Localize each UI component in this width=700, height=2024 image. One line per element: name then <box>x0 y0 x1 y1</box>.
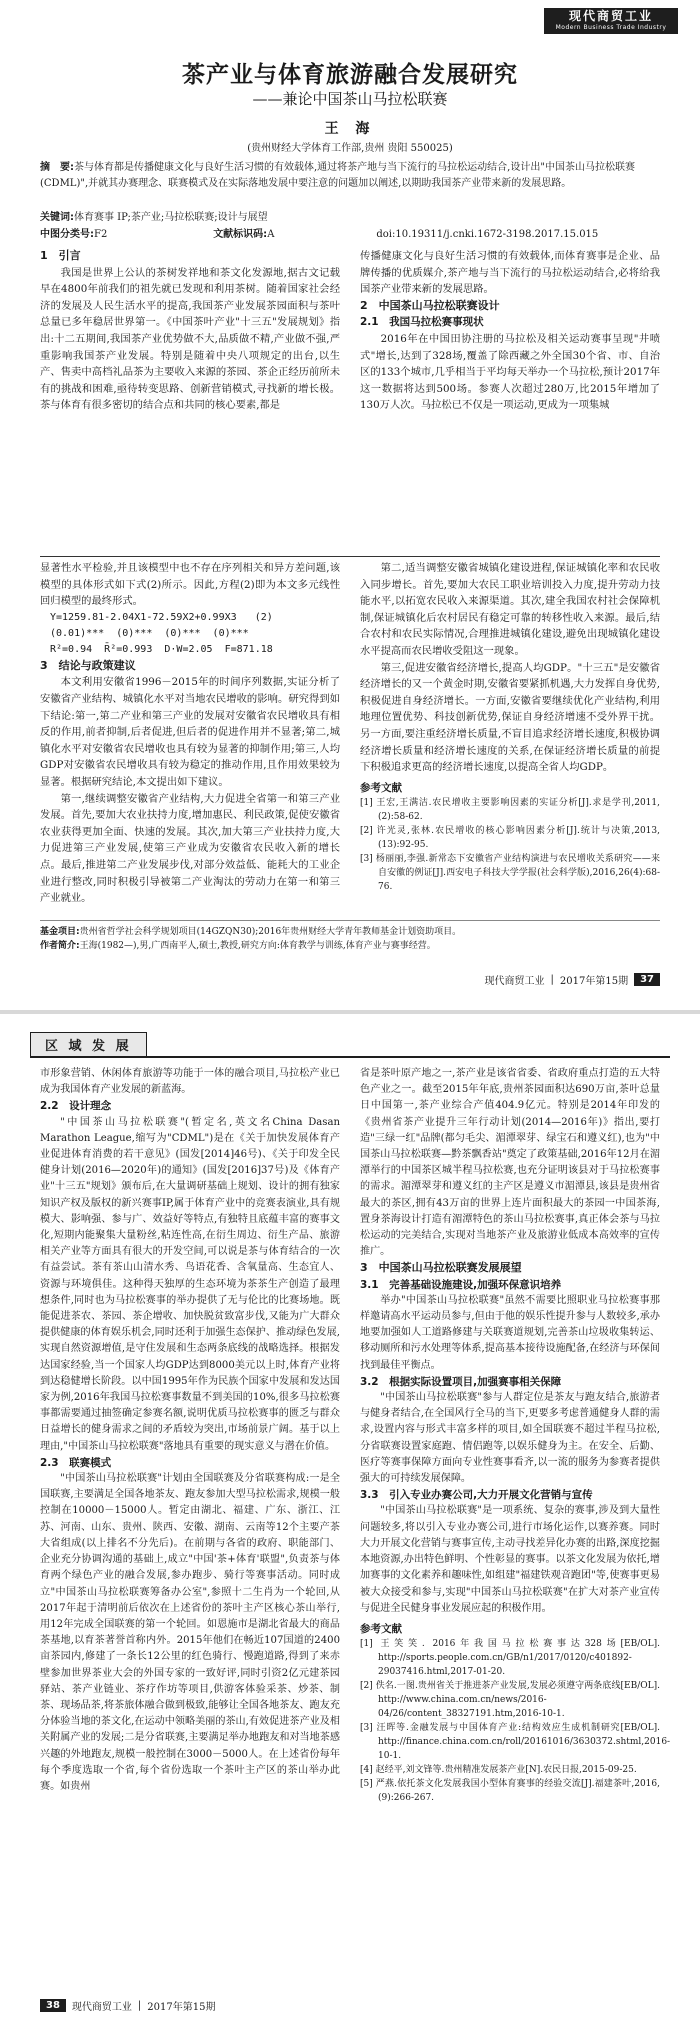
keywords-label: 关键词: <box>40 212 74 223</box>
reference-item: [1] 王宏,王满洁.农民增收主要影响因素的实证分析[J].求是学刊,2011,(2):58-62. <box>360 798 660 823</box>
references-list <box>360 796 660 894</box>
classification-row <box>40 227 660 243</box>
section-label: 区 域 发 展 <box>30 1032 147 1057</box>
footer-issue: 2017年第15期 <box>559 976 629 987</box>
heading-section-3: 3 中国茶山马拉松联赛发展展望 <box>360 1261 522 1275</box>
paragraph-3-3: "中国茶山马拉松联赛"是一项系统、复杂的赛事,涉及到大量性问题较多,将以引入专业办赛公司,进行市场化运作,以赛养赛。同时大力开展文化营销与赛事宣传,主动寻找差异化办赛的出路,深度挖掘本地资源,办出特色鲜明、个性彰显的赛事。以茶文化发展为依托,增加赛事的文化素养和趣味性,如组建"福建铁观音跑团"等,使赛事更易被大众接受和参与,实现"中国茶山马拉松联赛"在扩大对茶产业宣传与促进全民健身事业发展应起的积极作用。 <box>360 1505 660 1614</box>
article-subtitle: ——兼论中国茶山马拉松联赛 <box>252 90 448 108</box>
p2-left-column <box>40 1066 340 1996</box>
model-paragraph: 显著性水平检验,并且该模型中也不存在序列相关和异方差问题,该模型的具体形式如下式(2)所示。因此,方程(2)即为本文多元线性回归模型的最终形式。 <box>40 562 340 608</box>
paragraph-2-2: "中国茶山马拉松联赛"(暂定名,英文名China Dasan Marathon League,缩写为"CDML")是在《关于加快发展体育产业促进体育消费的若干意见》(国发[2014]46号)、《关于印发全民健身计划(2016—2020年)的通知》(国发[2016]37号)及《体育产业"十三五"规划》颁布后,在大量调研基础上规划、设计的拥有独家知识产权及版权的新兴赛事IP,属于体育产业中的竞赛表演业,具有规模大、影响强、参与广、效益好等特点,有独特且底蕴丰富的赛事文化,短期内能聚集大量粉丝,粘连性高,在衍生周边、衍生产品、旅游相关产业等方面具有很大的开发空间,可以说是茶与体育结合的一次有益尝试。茶有茶山山清水秀、鸟语花香、含氧量高、生态宜人、资源与环境俱佳。这种得天独厚的生态环境为茶茶生产创造了最理想条件,同时也为马拉松赛事的举办提供了无与伦比的比赛场地。既能促进茶农、茶园、茶企增收、加快脱贫致富步伐,又能为广大群众提供健康的体育娱乐机会,同时还利于加强生态保护、推动绿色发展,实现自然资源增值,是守住发展和生态两条底线的战略选择。根据发达国家经验,当一个国家人均GDP达到8000美元以上时,体育产业将到达稳健增长阶段。以中国1995年作为民族个国家中发展和发达国家为例,2016年我国马拉松赛事数量不到美国的10%,很多马拉松赛事都需要通过抽签确定参赛名额,说明优质马拉松赛事的匮乏与群众日益增长的健身需求之间的矛盾较为突出,市场前景广阔。基于以上理由,"中国茶山马拉松联赛"落地具有重要的现实意义与潜在价值。 <box>40 1116 340 1452</box>
regression-equation: Y=1259.81-2.04X1-72.59X2+0.99X3 (2) <box>50 611 273 623</box>
suggestion-3-paragraph: 第三,促进安徽省经济增长,提高人均GDP。"十三五"是安徽省经济增长的又一个黄金时期,安徽省要紧抓机遇,大力发挥自身优势,积极促进自身经济增长。一方面,安徽省要继续优化产业结构,利用地理位置优势、科技创新优势,保证自身经济增速不受外界干扰。另一方面,要注重经济增长质量,不盲目追求经济增长速度,积极协调经济增长质量和经济增长速度的关系,在保证经济增长质量的前提下积极追求更高的经济增长速度,以提高全省人均GDP。 <box>360 661 660 774</box>
journal-brand-logo <box>544 8 678 34</box>
brand-cn: 现代商贸工业 <box>568 9 653 23</box>
footer-journal: 现代商贸工业 <box>484 976 545 987</box>
paragraph-guizhou: 省是茶叶原产地之一,茶产业是该省省委、省政府重点打造的五大特色产业之一。截至2015年年底,贵州茶园面积达690万亩,茶叶总量日中国第一,茶产业综合产值404.9亿元。特别是2014年印发的《贵州省茶产业提升三年行动计划(2014—2016年)》指出,要打造"三绿一红"品牌(都匀毛尖、湄潭翠芽、绿宝石和遵义红),也为"中国茶山马拉松联赛—黔茶飘香站"奠定了政策基础,2016年12月在湄潭举行的中国茶区城半程马拉松赛,也充分证明该县对于马拉松赛事的需求。湄潭翠芽和遵义红的主产区是遵义市湄潭县,该县是贵州省最大的茶区,拥有43万亩的世界上连片面积最大的茶园一中国茶海,置身茶海设计打造有湄潭特色的茶山马拉松赛事,真正体会茶与马拉松运动的完美结合,实现对当地茶产业及旅游业低成本高效率的宣传推广。 <box>360 1068 660 1258</box>
reference-item: [2] 佚名.一图.贵州省关于推进茶产业发展,发展必须遵守两条底线[EB/OL]. http://www.china.com.cn/news/2016-04/26/content_38327191.htm,2016-10-1. <box>360 1681 660 1720</box>
fund-text: 贵州省哲学社会科学规划项目(14GZQN30);2016年贵州财经大学青年教师基金计划资助项目。 <box>79 927 462 937</box>
doc-code-value: A <box>267 229 275 240</box>
significance-row: (0.01)*** (0)*** (0)*** (0)*** <box>50 627 249 639</box>
paragraph-2-1: 2016年在中国田协注册的马拉松及相关运动赛事呈现"井喷式"增长,达到了328场,覆盖了除西藏之外全国30个省、市、自治区的133个城市,几乎相当于平均每天举办一个马拉松,预计2017年这一数据将达到500场。参赛人次超过280万,比2015年增加了130万人次。马拉松已不仅是一项运动,更成为一项集城 <box>360 332 660 412</box>
suggestion-1-paragraph: 第一,继续调整安徽省产业结构,大力促进全省第一和第三产业发展。首先,要加大农业扶持力度,增加惠民、利民政策,促使安徽省农业获得更加全面、快速的发展。其次,加大第三产业扶持力度,大力促进第三产业发展,使第三产业成为安徽省农民收入新的增长点。最后,推进第二产业发展步伐,对部分效益低、能耗大的工业企业进行整改,同时积极引导被第二产业淘汰的劳动力在第一和第三产业就业。 <box>40 792 340 905</box>
doc-code-label: 文献标识码: <box>213 229 268 240</box>
heading-2-1: 2.1 我国马拉松赛事现状 <box>360 316 484 329</box>
page-number: 38 <box>40 1999 66 2012</box>
heading-conclusion: 3 结论与政策建议 <box>40 658 136 672</box>
reference-item: [5] 严燕.依托茶文化发展我国小型体育赛事的经验交流[J].福建茶叶,2016,(9):266-267. <box>360 1779 660 1804</box>
footer-journal: 现代商贸工业 <box>71 2002 132 2013</box>
conclusion-paragraph: 本文利用安徽省1996－2015年的时间序列数据,实证分析了安徽省产业结构、城镇化水平对当地农民增收的影响。研究得到如下结论:第一,第二产业和第三产业的发展对安徽省农民增收具有相反的作用,前者抑制,后者促进,但后者的促进作用并不显著;第二,城镇化水平对安徽省农民增收也具有较为显著的抑制作用;第三,人均GDP对安徽省农民增收具有较为稳定的推动作用,且作用效果较为显著。根据研究结论,本文提出如下建议。 <box>40 676 340 788</box>
paragraph-3-2: "中国茶山马拉松联赛"参与人群定位是茶友与跑友结合,旅游者与健身者结合,在全国风行全马的当下,更要多考虑普通健身人群的需求,设置内容与形式丰富多样的项目,如全国联赛不超过半程马拉松,分省联赛设置家庭跑、情侣跑等,以娱乐健身为主。在安全、后勤、医疗等赛事保障方面向专业性赛事看齐,以一流的服务为参赛者提供强大的可持续发展保障。 <box>360 1392 660 1485</box>
reference-item: [1] 王笑笑. 2016年我国马拉松赛事达328场[EB/OL]. http://sports.people.com.cn/GB/n1/2017/0120/c401892-29037416.html,2017-01-20. <box>360 1639 660 1678</box>
heading-3-2: 3.2 根据实际设置项目,加强赛事相关保障 <box>360 1375 562 1388</box>
references-heading-2: 参考文献 <box>360 1622 402 1635</box>
left-column-bottom <box>40 560 340 916</box>
heading-3-1: 3.1 完善基础设施建设,加强环保意识培养 <box>360 1278 562 1291</box>
divider <box>40 556 660 557</box>
abstract-text: 茶与体育都是传播健康文化与良好生活习惯的有效载体,通过将茶产地与当下流行的马拉松运动结合,设计出"中国茶山马拉松联赛(CDML)",并就其办赛理念、联赛模式及在实际落地发展中要注意的问题加以阐述,以期助我国茶产业带来新的发展思路。 <box>40 162 635 189</box>
references-heading: 参考文献 <box>360 781 402 794</box>
heading-2-2: 2.2 设计理念 <box>40 1100 112 1113</box>
page-38 <box>0 1014 700 2024</box>
keywords <box>40 210 660 226</box>
reference-item: [2] 许光灵,张林.农民增收的核心影响因素分析[J].统计与决策,2013,(13):92-95. <box>360 826 660 851</box>
reference-item: [3] 汪晖等.金融发展与中国体育产业:结构效应生成机制研究[EB/OL]. http://finance.china.com.cn/roll/20161016/3630372.shtml,2016-10-1. <box>360 1723 671 1762</box>
footnote <box>40 920 660 953</box>
article-title: 茶产业与体育旅游融合发展研究 <box>182 61 518 88</box>
author-affiliation: (贵州财经大学体育工作部,贵州 贵阳 550025) <box>247 143 453 154</box>
reference-item: [3] 杨丽丽,李强.新常态下安徽省产业结构演进与农民增收关系研究——来自安徽的例证[J].西安电子科技大学学报(社会科学版),2016,26(4):68-76. <box>360 854 660 893</box>
paragraph-2-3: "中国茶山马拉松联赛"计划由全国联赛及分省联赛构成:一是全国联赛,主要满足全国各地茶友、跑友参加大型马拉松需求,规模一般控制在10000－15000人。暂定由湖北、福建、广东、浙江、江苏、河南、山东、贵州、陕西、安徽、湖南、云南等12个主要产茶大省组成(以上排名不分先后)。在前期与各省的政府、职能部门、企业充分协调沟通的基础上,成立"中国'茶+体育'联盟",负责茶与体育两个绿色产业的融合发展,参办跑步、骑行等赛事活动。同时成立"中国茶山马拉松联赛筹备办公室",参照十二生肖为一个轮回,从2017年起于清明前后依次在上述省份的茶叶主产区核心茶山举行,用12年完成全国联赛的第一个轮回。如恩施市是湖北省最大的商品茶基地,以育茶著誉首称内外。2015年他们在畅近107国道的2400亩茶园内,修建了一条长12公里的红色骑行、慢跑道路,得到了来赤壁参加世界茶业大会的外国专家的一致好评,同时引资2亿元建茶园驿站、茶产业链业、茶疗作坊等项目,供游客体验采茶、炒茶、制茶、现场品茶,将茶旅体融合做到极致,能够让全国各地茶友、跑友充分体验当地的茶文化,在运动中领略美丽的茶山,有效促进茶产业及相关附属产业的发展;二是分省联赛,主要满足举办地跑友和对当地茶感兴趣的外地跑友,规模一般控制在3000－5000人。在上述省份每年每个季度选取一个省,每个省份选取一个茶叶主产区的茶山举办此赛。如贵州 <box>40 1473 340 1792</box>
footer-issue: 2017年第15期 <box>147 2002 216 2013</box>
abstract-label: 摘 要: <box>40 162 74 173</box>
heading-section-2: 2 中国茶山马拉松联赛设计 <box>360 298 500 312</box>
p2-right-column <box>360 1066 671 1996</box>
right-column-bottom <box>360 560 660 916</box>
article-author: 王 海 <box>324 121 376 137</box>
fund-label: 基金项目: <box>40 927 80 937</box>
keywords-text: 体育赛事 IP;茶产业;马拉松联赛;设计与展望 <box>74 212 268 223</box>
section-header <box>30 1032 670 1058</box>
page-footer-37: 现代商贸工业 | 2017年第15期 37 <box>485 972 660 987</box>
brand-en: Modern Business Trade Industry <box>555 24 667 31</box>
author-bio-text: 王海(1982—),男,广西南平人,硕士,教授,研究方向:体育教学与训练,体育产业与赛事经营。 <box>79 941 436 951</box>
page-footer-38: 38 现代商贸工业 | 2017年第15期 <box>40 1998 215 2013</box>
intro-continued: 传播健康文化与良好生活习惯的有效载体,而体育赛事是企业、品牌传播的优质媒介,茶产地与当下流行的马拉松运动结合,必将给我国茶产业带来新的发展思路。 <box>360 250 660 296</box>
reference-item: [4] 赵经平,刘文锋等.贵州精准发展茶产业[N].农民日报,2015-09-25. <box>360 1765 637 1776</box>
left-column-top <box>40 248 340 558</box>
fit-statistics: R²=0.94 R̄²=0.993 D·W=2.05 F=871.18 <box>50 643 273 655</box>
right-column-top <box>360 248 660 558</box>
heading-introduction: 1 引言 <box>40 249 81 262</box>
abstract <box>40 160 660 192</box>
paragraph-3-1: 举办"中国茶山马拉松联赛"虽然不需要比照职业马拉松赛事那样邀请高水平运动员参与,但由于他的娱乐性提升参与人数较多,承办地要加强如人工道路修建与关联赛道规划,完善茶山垃圾收集转运、移动厕所和污水处理等体系,提高基本接待设施配备,在经济与环保间找到最佳平衡点。 <box>360 1294 660 1371</box>
paragraph-continued: 市形象营销、休闲体育旅游等功能于一体的融合项目,马拉松产业已成为我国体育产业发展的新蓝海。 <box>40 1068 340 1096</box>
clc-value: F2 <box>94 229 108 240</box>
author-bio-label: 作者简介: <box>40 941 80 951</box>
page-37 <box>0 0 700 1010</box>
doi: doi:10.19311/j.cnki.1672-3198.2017.15.015 <box>376 229 599 240</box>
references-list-2 <box>360 1637 671 1805</box>
heading-2-3: 2.3 联赛模式 <box>40 1456 112 1469</box>
page-number: 37 <box>634 973 660 986</box>
suggestion-2-paragraph: 第二,适当调整安徽省城镇化建设进程,保证城镇化率和农民收入同步增长。首先,要加大农民工职业培训投入力度,提升劳动力技能水平,以拓宽农民收入来源渠道。其次,建全我国农村社会保障机制,保证城镇化后农村居民有稳定可靠的转移性收入来源。最后,结合农村和农民实际情况,合理推进城镇化建设,避免出现城镇化建设水平提高而农民增收受阻这一现象。 <box>360 562 660 657</box>
heading-3-3: 3.3 引入专业办赛公司,大力开展文化营销与宣传 <box>360 1489 593 1502</box>
intro-paragraph: 我国是世界上公认的茶树发祥地和茶文化发源地,据古文记载早在4800年前我们的祖先就已发现和利用茶树。随着国家社会经济的发展及人民生活水平的提高,我国茶产业发展茶园面积与茶叶总量已多年稳居世界第一。《中国茶叶产业"十三五"发展规划》指出:十二五期间,我国茶产业优势做不大,品质做不精,产业做不强,严重影响我国茶产业发展。特别是随着中央八项规定的出台,以生产、售卖中高档礼品茶为主要收入来源的茶园、茶企正经历前所未有的挑战和困难,亟待转变思路、创新营销模式,寻找新的增长极。茶与体育有很多密切的结合点和共同的核心要素,都是 <box>40 266 340 412</box>
clc-label: 中图分类号: <box>40 229 94 240</box>
